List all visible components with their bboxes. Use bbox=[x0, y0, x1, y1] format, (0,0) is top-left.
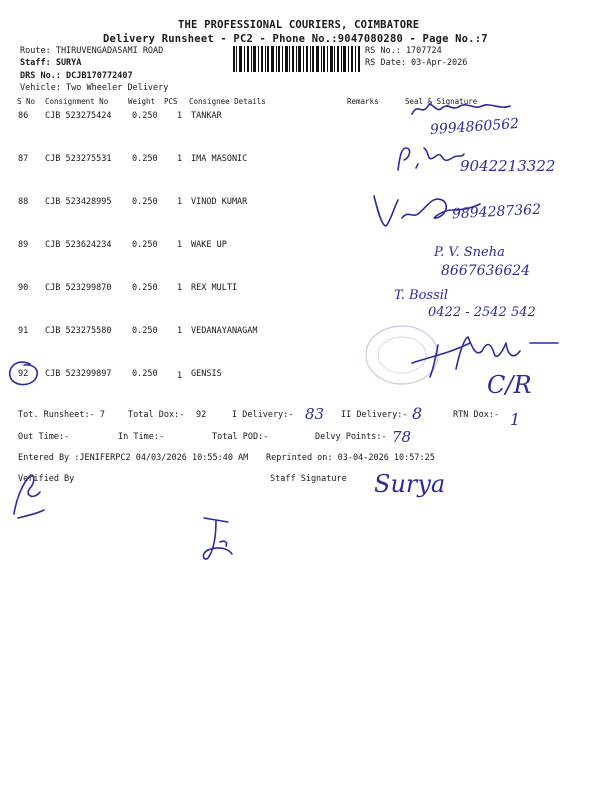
delvy-points-label: Delvy Points:- bbox=[315, 432, 387, 442]
row-pcs: 1 bbox=[177, 111, 183, 121]
total-dox-value: 92 bbox=[196, 410, 207, 420]
handwritten-circle bbox=[6, 360, 40, 388]
staff-label: Staff: SURYA bbox=[20, 58, 82, 68]
verifier-initial-icon bbox=[198, 512, 238, 572]
signature-89-name: P. V. Sneha bbox=[434, 245, 505, 260]
col-consignee: Consignee Details bbox=[189, 97, 266, 106]
row-consignment: CJB 523299870 bbox=[45, 283, 112, 293]
col-seal: Seal & Signature bbox=[405, 97, 478, 106]
runsheet-title: Delivery Runsheet - PC2 - Phone No.:9047080280 - Page No.:7 bbox=[103, 33, 488, 45]
row-consignment: CJB 523428995 bbox=[45, 197, 112, 207]
signature-86-phone: 9994860562 bbox=[429, 115, 520, 139]
ii-delivery-value: 8 bbox=[412, 404, 423, 423]
row-weight: 0.250 bbox=[132, 283, 158, 293]
row-consignment: CJB 523299897 bbox=[45, 369, 112, 379]
staff-signature-label: Staff Signature bbox=[270, 474, 347, 484]
rtn-dox-value: 1 bbox=[510, 410, 521, 429]
total-pod-label: Total POD:- bbox=[212, 432, 269, 442]
row-weight: 0.250 bbox=[132, 111, 158, 121]
row-sno: 87 bbox=[18, 154, 29, 164]
row-weight: 0.250 bbox=[132, 240, 158, 250]
row-pcs: 1 bbox=[177, 240, 183, 250]
col-pcs: PCS bbox=[164, 97, 178, 106]
rtn-dox-label: RTN Dox:- bbox=[453, 410, 500, 420]
vehicle-label: Vehicle: Two Wheeler Delivery bbox=[20, 83, 169, 93]
row-pcs: 1 bbox=[177, 283, 183, 293]
delvy-points-value: 78 bbox=[392, 428, 412, 446]
col-remarks: Remarks bbox=[347, 97, 379, 106]
signature-88-phone: 9894287362 bbox=[451, 201, 542, 223]
row-weight: 0.250 bbox=[132, 197, 158, 207]
row-sno: 92 bbox=[18, 369, 29, 379]
row-sno: 90 bbox=[18, 283, 29, 293]
row-consignee: GENSIS bbox=[191, 369, 222, 379]
signature-87-phone: 9042213322 bbox=[460, 157, 556, 175]
entered-by: Entered By :JENIFERPC2 04/03/2026 10:55:40 AM bbox=[18, 453, 249, 463]
company-name: THE PROFESSIONAL COURIERS, COIMBATORE bbox=[178, 19, 420, 31]
drs-number: DRS No.: DCJB170772407 bbox=[20, 71, 133, 81]
signature-90-phone: 0422 - 2542 542 bbox=[428, 305, 536, 320]
row-consignee: VINOD KUMAR bbox=[191, 197, 248, 207]
row-consignee: REX MULTI bbox=[191, 283, 238, 293]
row-sno: 86 bbox=[18, 111, 29, 121]
ii-delivery-label: II Delivery:- bbox=[341, 410, 408, 420]
i-delivery-value: 83 bbox=[305, 405, 325, 423]
row-pcs: 1 bbox=[177, 326, 183, 336]
signature-89-phone: 8667636624 bbox=[441, 263, 531, 279]
rs-number: RS No.: 1707724 bbox=[365, 46, 442, 56]
row-sno: 89 bbox=[18, 240, 29, 250]
row-consignee: VEDANAYANAGAM bbox=[191, 326, 258, 336]
signature-87-icon bbox=[396, 144, 466, 174]
row-sno: 88 bbox=[18, 197, 29, 207]
col-sno: S No bbox=[17, 97, 36, 106]
out-time-label: Out Time:- bbox=[18, 432, 70, 442]
signature-92-cr: C/R bbox=[487, 371, 532, 399]
signature-91-icon bbox=[410, 333, 560, 379]
row-consignment: CJB 523275580 bbox=[45, 326, 112, 336]
verifier-signature-icon bbox=[10, 470, 50, 520]
rs-date: RS Date: 03-Apr-2026 bbox=[365, 58, 468, 68]
row-weight: 0.250 bbox=[132, 326, 158, 336]
row-pcs: 1 bbox=[177, 197, 183, 207]
total-dox-label: Total Dox:- bbox=[128, 410, 185, 420]
row-pcs: 1 bbox=[177, 154, 183, 164]
barcode-image bbox=[233, 46, 361, 72]
row-consignment: CJB 523624234 bbox=[45, 240, 112, 250]
verified-by-label: Verified By bbox=[18, 474, 75, 484]
row-sno: 91 bbox=[18, 326, 29, 336]
in-time-label: In Time:- bbox=[118, 432, 165, 442]
row-pcs: 1 bbox=[177, 371, 183, 381]
i-delivery-label: I Delivery:- bbox=[232, 410, 294, 420]
row-consignee: WAKE UP bbox=[191, 240, 227, 250]
route-label: Route: THIRUVENGADASAMI ROAD bbox=[20, 46, 164, 56]
col-weight: Weight bbox=[128, 97, 156, 106]
signature-86-icon bbox=[410, 100, 530, 120]
row-consignment: CJB 523275531 bbox=[45, 154, 112, 164]
row-consignment: CJB 523275424 bbox=[45, 111, 112, 121]
col-consignment: Consignment No bbox=[45, 97, 109, 106]
row-weight: 0.250 bbox=[132, 369, 158, 379]
row-consignee: TANKAR bbox=[191, 111, 222, 121]
row-consignee: IMA MASONIC bbox=[191, 154, 248, 164]
staff-signature: Surya bbox=[374, 470, 446, 498]
row-weight: 0.250 bbox=[132, 154, 158, 164]
signature-90-name: T. Bossil bbox=[394, 288, 449, 303]
reprinted-on: Reprinted on: 03-04-2026 10:57:25 bbox=[266, 453, 435, 463]
tot-runsheet: Tot. Runsheet:- 7 bbox=[18, 410, 105, 420]
